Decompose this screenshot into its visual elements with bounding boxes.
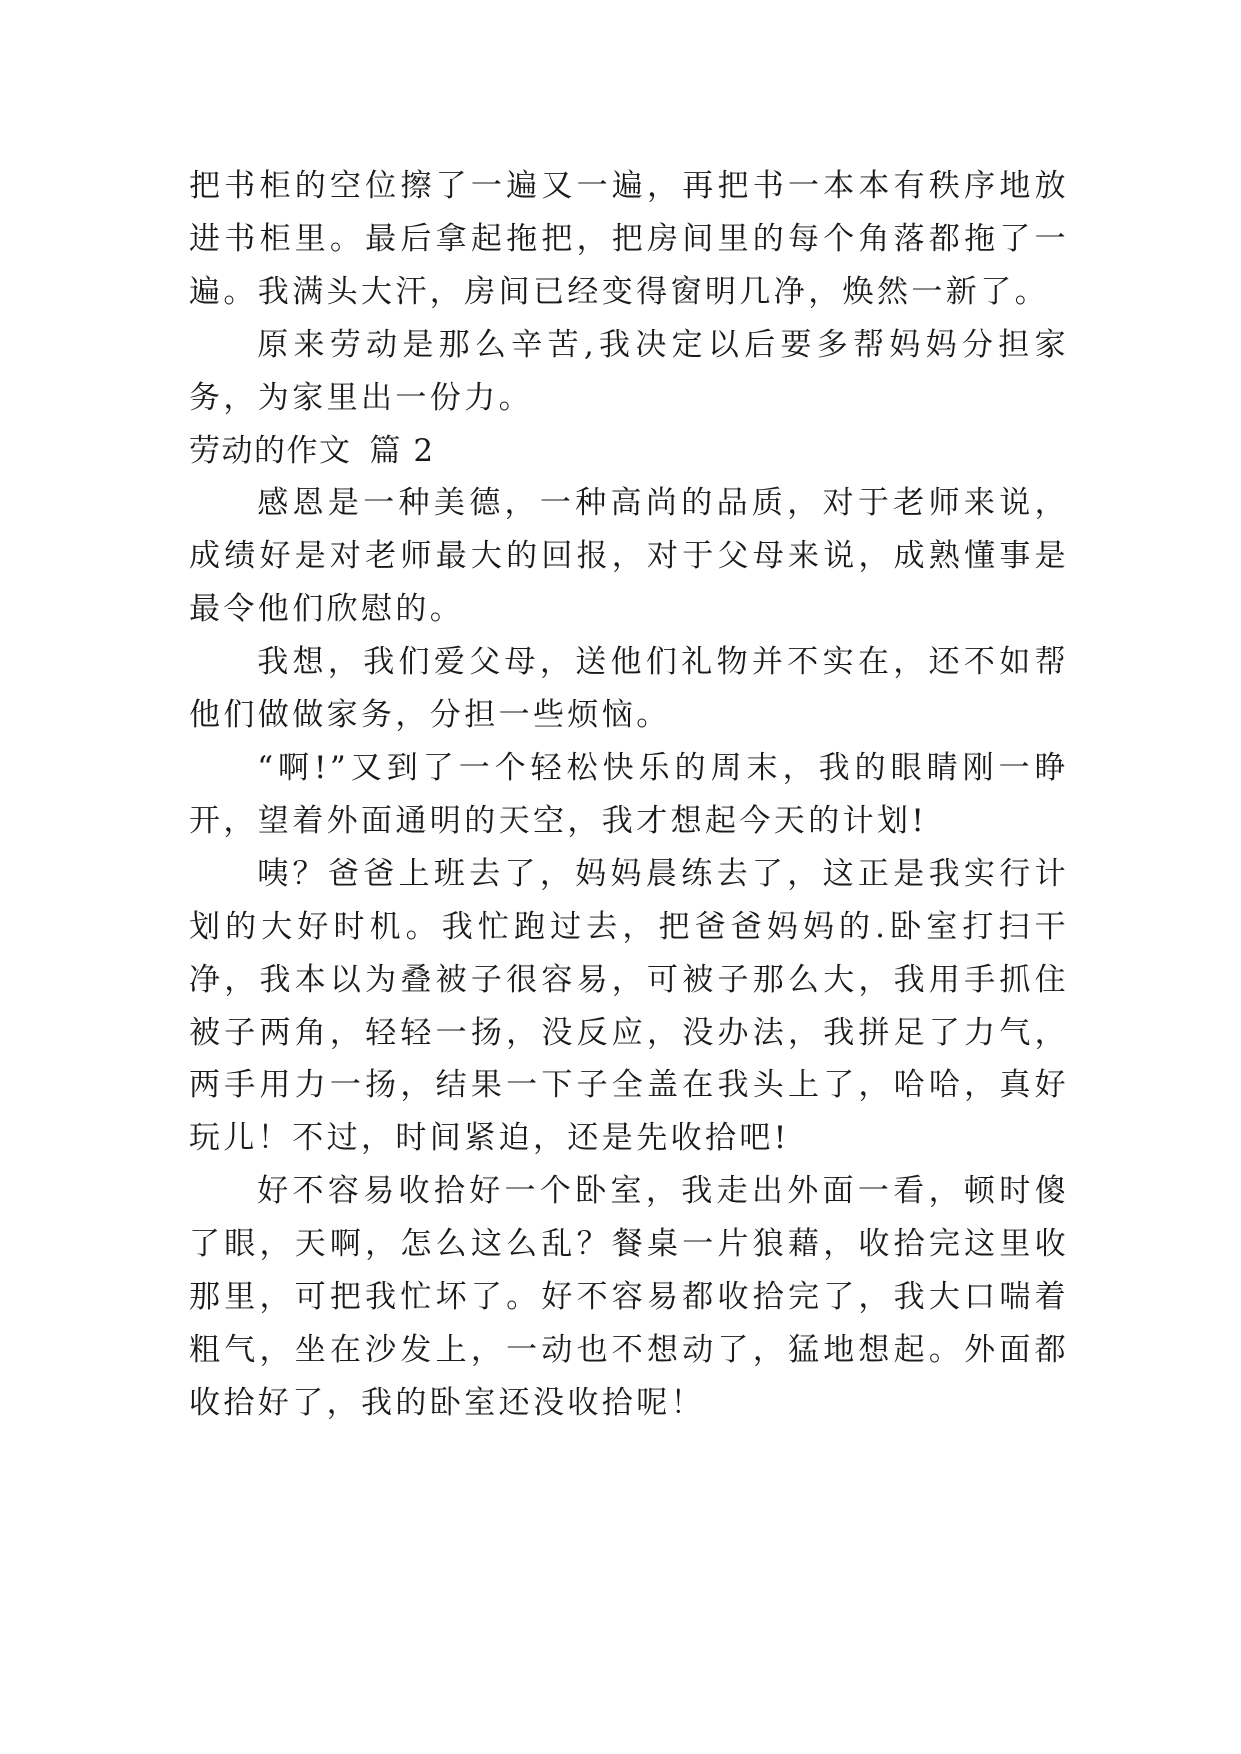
paragraph-continued: 把书柜的空位擦了一遍又一遍，再把书一本本有秩序地放进书柜里。最后拿起拖把，把房间里的每个角落都拖了一遍。我满头大汗，房间已经变得窗明几净，焕然一新了。 bbox=[189, 168, 1069, 310]
paragraph-conclusion: 原来劳动是那么辛苦,我决定以后要多帮妈妈分担家务，为家里出一份力。 bbox=[189, 326, 1069, 416]
document-body bbox=[189, 160, 1069, 1430]
paragraph-living-room: 好不容易收拾好一个卧室，我走出外面一看，顿时傻了眼，天啊，怎么这么乱？餐桌一片狼藉，收拾完这里收那里，可把我忙坏了。好不容易都收拾完了，我大口喘着粗气，坐在沙发上，一动也不想动了，猛地想起。外面都收拾好了，我的卧室还没收拾呢！ bbox=[189, 1173, 1069, 1421]
paragraph-help-parents: 我想，我们爱父母，送他们礼物并不实在，还不如帮他们做做家务，分担一些烦恼。 bbox=[189, 644, 1069, 734]
heading-title: 劳动的作文 bbox=[189, 432, 352, 469]
paragraph-weekend: “啊!”又到了一个轻松快乐的周末，我的眼睛刚一睁开，望着外面通明的天空，我才想起今天的计划! bbox=[189, 749, 1069, 839]
section-heading bbox=[189, 425, 1069, 478]
paragraph-bedroom: 咦？爸爸上班去了，妈妈晨练去了，这正是我实行计划的大好时机。我忙跑过去，把爸爸妈妈的.卧室打扫干净，我本以为叠被子很容易，可被子那么大，我用手抓住被子两角，轻轻一扬，没反应，没办法，我拼足了力气，两手用力一扬，结果一下子全盖在我头上了，哈哈，真好玩儿！不过，时间紧迫，还是先收拾吧! bbox=[189, 855, 1069, 1157]
heading-number: 篇 2 bbox=[369, 432, 435, 469]
paragraph-gratitude: 感恩是一种美德，一种高尚的品质，对于老师来说，成绩好是对老师最大的回报，对于父母来说，成熟懂事是最令他们欣慰的。 bbox=[189, 485, 1069, 628]
